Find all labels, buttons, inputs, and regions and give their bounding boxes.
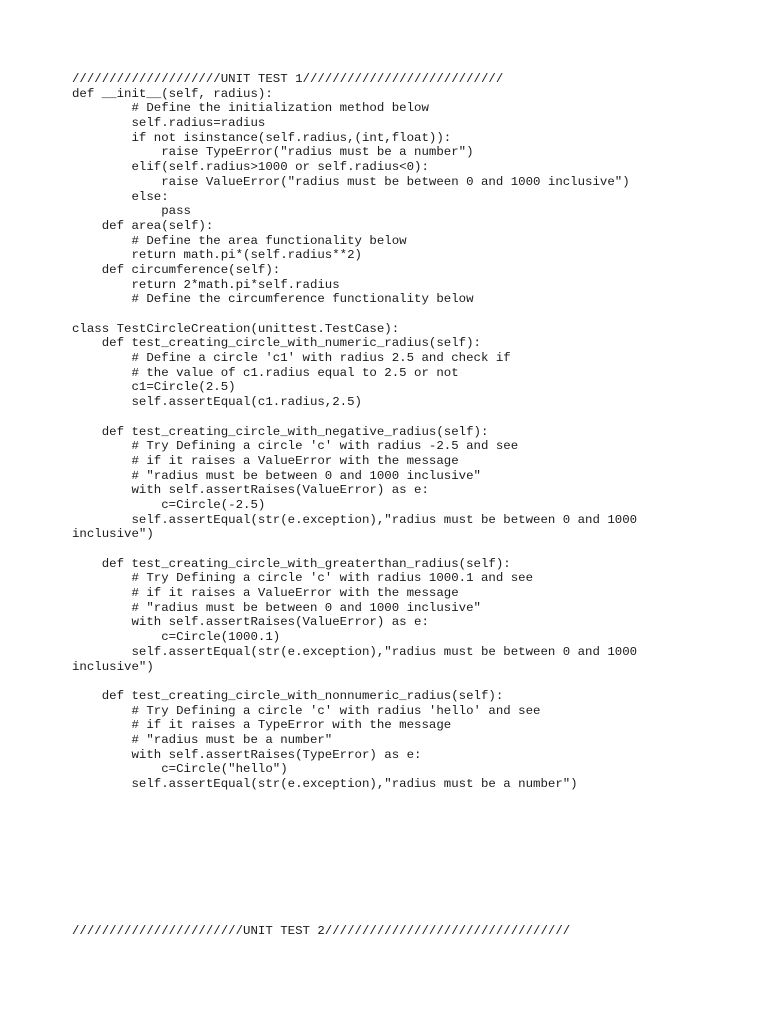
code-line: # Try Defining a circle 'c' with radius -2.5 and see bbox=[72, 439, 519, 454]
code-line: # Define the initialization method below bbox=[72, 101, 429, 116]
code-line: # Try Defining a circle 'c' with radius 'hello' and see bbox=[72, 703, 541, 718]
code-line bbox=[72, 307, 752, 322]
code-line: if not isinstance(self.radius,(int,float)): bbox=[72, 130, 452, 145]
code-line: def test_creating_circle_with_nonnumeric_radius(self): bbox=[72, 688, 504, 703]
code-line: # Try Defining a circle 'c' with radius 1000.1 and see bbox=[72, 571, 534, 586]
code-line bbox=[72, 410, 752, 425]
code-line: self.assertEqual(str(e.exception),"radius must be a number") bbox=[72, 777, 578, 791]
code-line: def test_creating_circle_with_greaterthan_radius(self): bbox=[72, 556, 511, 571]
code-line: self.assertEqual(str(e.exception),"radius must be between 0 and 1000 bbox=[72, 512, 638, 527]
code-line: return math.pi*(self.radius**2) bbox=[72, 248, 362, 263]
code-line: def test_creating_circle_with_negative_radius(self): bbox=[72, 424, 489, 439]
unit-test-2-heading: ///////////////////////UNIT TEST 2///////////////////////////////// bbox=[72, 924, 571, 938]
code-line: class TestCircleCreation(unittest.TestCase): bbox=[72, 321, 400, 336]
code-line: with self.assertRaises(ValueError) as e: bbox=[72, 483, 429, 498]
code-line: inclusive") bbox=[72, 659, 154, 674]
code-line bbox=[72, 674, 752, 689]
code-line bbox=[72, 542, 752, 557]
code-line: def circumference(self): bbox=[72, 262, 281, 277]
code-line: def __init__(self, radius): bbox=[72, 86, 273, 101]
code-line: # Define the area functionality below bbox=[72, 233, 407, 248]
code-line: raise TypeError("radius must be a number") bbox=[72, 145, 474, 160]
code-line: inclusive") bbox=[72, 527, 154, 542]
code-line: # if it raises a TypeError with the message bbox=[72, 718, 452, 733]
code-line: c=Circle(1000.1) bbox=[72, 630, 281, 645]
code-line: # "radius must be between 0 and 1000 inclusive" bbox=[72, 600, 481, 615]
code-line: self.assertEqual(str(e.exception),"radius must be between 0 and 1000 bbox=[72, 644, 638, 659]
code-line: def area(self): bbox=[72, 218, 214, 233]
code-line: # if it raises a ValueError with the message bbox=[72, 453, 459, 468]
code-line: pass bbox=[72, 204, 191, 219]
unit-test-1-heading: ////////////////////UNIT TEST 1/////////////////////////// bbox=[72, 72, 504, 86]
code-block bbox=[72, 72, 752, 792]
code-line: else: bbox=[72, 189, 169, 204]
code-line: raise ValueError("radius must be between 0 and 1000 inclusive") bbox=[72, 174, 630, 189]
code-line: # "radius must be between 0 and 1000 inclusive" bbox=[72, 468, 481, 483]
code-line: # if it raises a ValueError with the message bbox=[72, 586, 459, 601]
code-line: def test_creating_circle_with_numeric_radius(self): bbox=[72, 336, 481, 351]
code-line: # "radius must be a number" bbox=[72, 732, 333, 747]
code-line: elif(self.radius>1000 or self.radius<0): bbox=[72, 160, 429, 175]
code-line: with self.assertRaises(ValueError) as e: bbox=[72, 615, 429, 630]
code-line: return 2*math.pi*self.radius bbox=[72, 277, 340, 292]
code-line: c=Circle(-2.5) bbox=[72, 497, 266, 512]
code-line: # the value of c1.radius equal to 2.5 or not bbox=[72, 365, 459, 380]
code-line: with self.assertRaises(TypeError) as e: bbox=[72, 747, 422, 762]
code-line: c=Circle("hello") bbox=[72, 762, 288, 777]
code-line: # Define the circumference functionality below bbox=[72, 292, 474, 307]
code-line: # Define a circle 'c1' with radius 2.5 and check if bbox=[72, 351, 511, 366]
code-line: self.assertEqual(c1.radius,2.5) bbox=[72, 395, 362, 410]
code-line: self.radius=radius bbox=[72, 116, 266, 131]
code-line: c1=Circle(2.5) bbox=[72, 380, 236, 395]
